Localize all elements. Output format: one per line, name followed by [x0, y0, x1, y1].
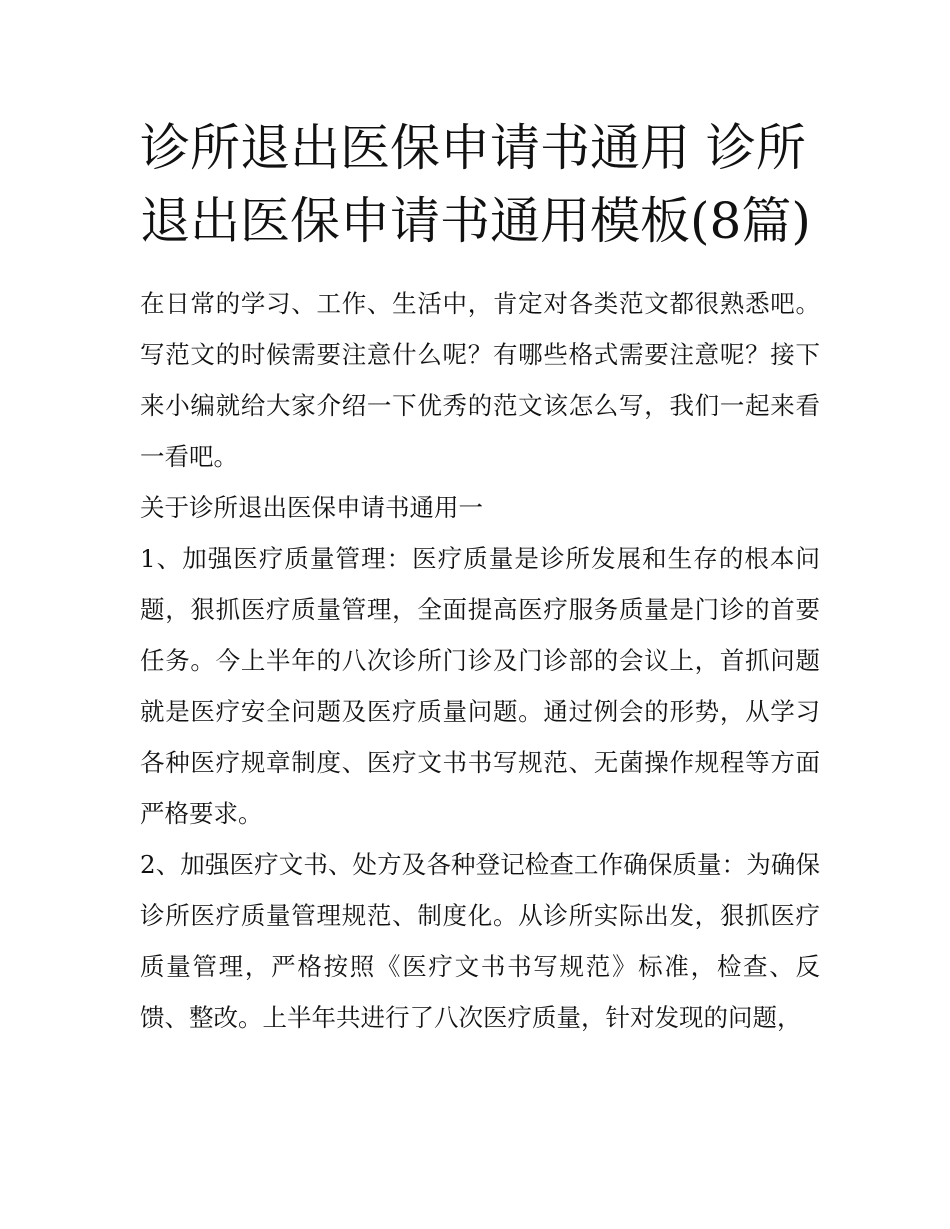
paragraph-intro: 在日常的学习、工作、生活中，肯定对各类范文都很熟悉吧。写范文的时候需要注意什么呢？有哪些格式需要注意呢？接下来小编就给大家介绍一下优秀的范文该怎么写，我们一起来看一看吧。: [140, 289, 820, 471]
paragraph-item-1: 1、加强医疗质量管理：医疗质量是诊所发展和生存的根本问题，狠抓医疗质量管理，全面提高医疗服务质量是门诊的首要任务。今上半年的八次诊所门诊及门诊部的会议上，首抓问题就是医疗安全问题及医疗质量问题。通过例会的形势，从学习各种医疗规章制度、医疗文书书写规范、无菌操作规程等方面严格要求。: [140, 544, 820, 828]
document-page: [140, 112, 820, 1043]
document-title: 诊所退出医保申请书通用 诊所退出医保申请书通用模板(8篇): [140, 119, 811, 250]
document-body: [140, 278, 820, 1043]
paragraph-item-2: 2、加强医疗文书、处方及各种登记检查工作确保质量：为确保诊所医疗质量管理规范、制度化。从诊所实际出发，狠抓医疗质量管理，严格按照《医疗文书书写规范》标准，检查、反馈、整改。上半年共进行了八次医疗质量，针对发现的问题，: [140, 850, 820, 1032]
section-heading: 关于诊所退出医保申请书通用一: [140, 493, 483, 522]
